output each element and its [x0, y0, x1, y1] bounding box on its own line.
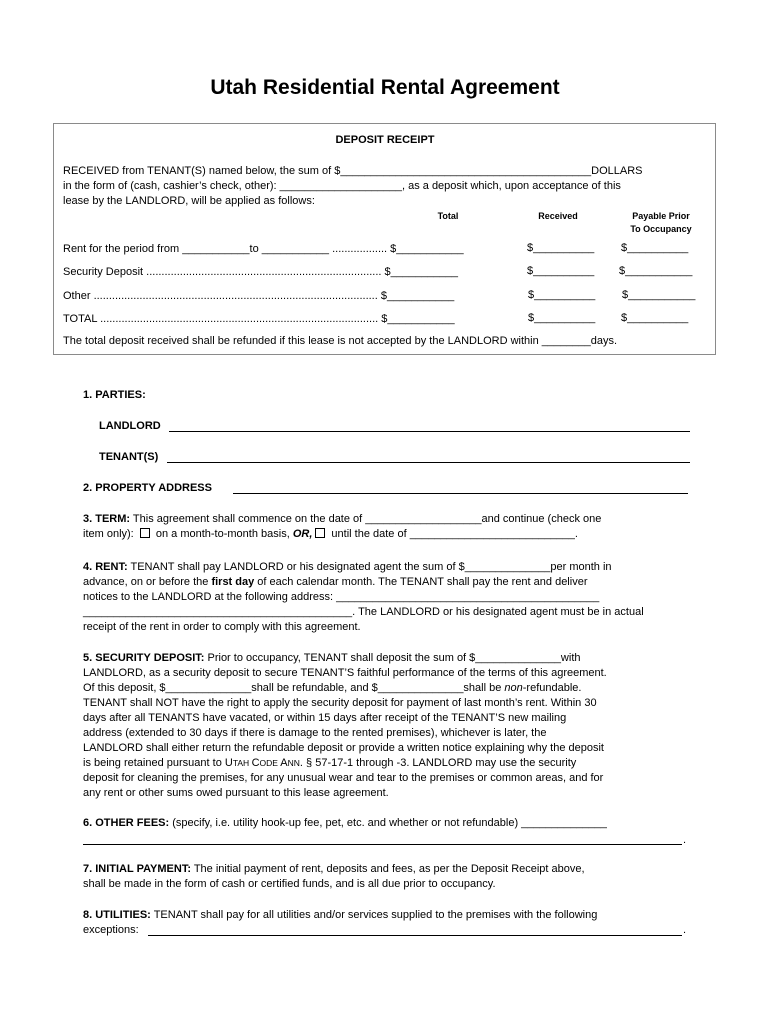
column-header-total: Total	[437, 211, 459, 221]
section-6-line-1	[83, 816, 607, 830]
section-5-non: non	[504, 682, 523, 694]
section-5-line-3	[83, 681, 581, 695]
section-7-line-2: shall be made in the form of cash or certified funds, and is all due prior to occupancy.	[83, 878, 496, 890]
section-5-line-6: address (extended to 30 days if there is damage to the rented premises), whichever is later, the	[83, 727, 547, 739]
section-4-text-2c: of each calendar month. The TENANT shall pay the rent and deliver	[254, 576, 588, 588]
section-3-or: OR,	[292, 528, 313, 540]
receipt-row-security-received: $__________	[527, 265, 595, 277]
section-5-line-5: days after all TENANTS have vacated, or within 15 days after receipt of the TENANT’S new mailing	[83, 712, 567, 724]
section-6-text-1: (specify, i.e. utility hook-up fee, pet, etc. and whether or not refundable) ______________	[169, 817, 607, 829]
section-3-line-1	[83, 512, 601, 526]
section-2-title: 2. PROPERTY ADDRESS	[83, 482, 212, 494]
utah-code-u: U	[224, 757, 233, 769]
receipt-row-rent-received: $__________	[527, 242, 595, 254]
tenants-line	[167, 462, 690, 463]
receipt-row-total: TOTAL ........................................................................................... $___________	[63, 313, 455, 325]
utah-code-a: A	[280, 757, 288, 769]
receipt-line-2: in the form of (cash, cashier’s check, other): ____________________, as a deposit which, upon acceptance of this	[63, 180, 621, 192]
section-4-line-1	[83, 560, 612, 574]
section-3-title: 3. TERM:	[83, 513, 131, 525]
section-8-line-2: exceptions:	[83, 924, 139, 936]
receipt-row-rent: Rent for the period from ___________to ___________ .................. $___________	[63, 243, 464, 255]
section-5-text-8h: . § 57-17-1 through -3. LANDLORD may use the security	[299, 757, 577, 769]
receipt-row-other-received: $__________	[528, 289, 596, 301]
receipt-row-other: Other ............................................................................................. $___________	[63, 290, 455, 302]
section-4-line-4: ____________________________________________. The LANDLORD or his designated agent must be in actual	[83, 606, 644, 618]
receipt-row-security-payable: $___________	[619, 265, 693, 277]
section-3-text-2a: item only):	[83, 528, 137, 540]
section-5-title: 5. SECURITY DEPOSIT:	[83, 652, 205, 664]
section-6-title: 6. OTHER FEES:	[83, 817, 170, 829]
receipt-refund-note: The total deposit received shall be refunded if this lease is not accepted by the LANDLORD within ________days.	[63, 335, 617, 347]
section-8-text-1: TENANT shall pay for all utilities and/or services supplied to the premises with the following	[150, 909, 598, 921]
section-5-text-3c: -refundable.	[522, 682, 582, 694]
section-5-text-3a: Of this deposit, $______________shall be refundable, and $______________shall be	[83, 682, 505, 694]
section-5-line-8	[83, 756, 576, 770]
document-title: Utah Residential Rental Agreement	[210, 76, 560, 99]
section-4-first-day: first day	[211, 576, 255, 588]
receipt-row-security: Security Deposit ............................................................................. $___________	[63, 266, 458, 278]
section-5-line-2: LANDLORD, as a security deposit to secure TENANT’S faithful performance of the terms of this agreement.	[83, 667, 607, 679]
section-3-text-1: This agreement shall commence on the date of ___________________and continue (check one	[130, 513, 602, 525]
section-6-end: .	[683, 834, 687, 846]
landlord-label: LANDLORD	[99, 420, 161, 432]
tenants-label: TENANT(S)	[99, 451, 159, 463]
deposit-receipt-heading: DEPOSIT RECEIPT	[335, 134, 435, 146]
column-header-received: Received	[538, 211, 578, 221]
receipt-row-other-payable: $___________	[622, 289, 696, 301]
section-8-line-1	[83, 908, 597, 922]
section-6-line-2-underline	[83, 844, 682, 845]
section-4-line-3: notices to the LANDLORD at the following address: ___________________________________________	[83, 591, 600, 603]
utah-code-nn: NN	[287, 758, 300, 768]
section-4-line-5: receipt of the rent in order to comply with this agreement.	[83, 621, 361, 633]
receipt-line-1: RECEIVED from TENANT(S) named below, the sum of $_________________________________________DOLLARS	[63, 165, 643, 177]
column-header-payable: Payable Prior	[632, 211, 690, 221]
section-4-text-2a: advance, on or before the	[83, 576, 212, 588]
section-5-line-7: LANDLORD shall either return the refundable deposit or provide a written notice explaining why the deposit	[83, 742, 604, 754]
month-to-month-checkbox[interactable]	[140, 528, 150, 538]
section-3-line-2	[83, 527, 578, 541]
section-3-text-2c: until the date of ___________________________.	[328, 528, 578, 540]
utah-code-ode: ODE	[259, 758, 281, 768]
section-5-line-4: TENANT shall NOT have the right to apply the security deposit for payment of last month’s rent. Within 30	[83, 697, 597, 709]
section-7-line-1	[83, 862, 585, 876]
section-3-text-2b: on a month-to-month basis,	[152, 528, 293, 540]
section-8-title: 8. UTILITIES:	[83, 909, 151, 921]
section-5-line-1	[83, 651, 581, 665]
utah-code-c: C	[251, 757, 260, 769]
section-4-title: 4. RENT:	[83, 561, 128, 573]
until-date-checkbox[interactable]	[315, 528, 325, 538]
section-7-title: 7. INITIAL PAYMENT:	[83, 863, 191, 875]
receipt-line-3: lease by the LANDLORD, will be applied as follows:	[63, 195, 315, 207]
section-5-text-1: Prior to occupancy, TENANT shall deposit the sum of $______________with	[204, 652, 581, 664]
landlord-line	[169, 431, 690, 432]
section-8-end: .	[683, 924, 687, 936]
receipt-row-rent-payable: $__________	[621, 242, 689, 254]
section-5-line-10: any rent or other sums owed pursuant to this lease agreement.	[83, 787, 389, 799]
section-7-text-1: The initial payment of rent, deposits and fees, as per the Deposit Receipt above,	[190, 863, 585, 875]
column-header-payable-2: To Occupancy	[630, 224, 692, 234]
exceptions-line	[148, 935, 682, 936]
section-5-text-8a: is being retained pursuant to	[83, 757, 225, 769]
utah-code-tah: TAH	[232, 758, 252, 768]
section-1-title: 1. PARTIES:	[83, 389, 146, 401]
property-address-line	[233, 493, 688, 494]
section-4-text-1: TENANT shall pay LANDLORD or his designated agent the sum of $______________per month in	[127, 561, 612, 573]
section-5-line-9: deposit for cleaning the premises, for any unusual wear and tear to the premises or common areas, and for	[83, 772, 604, 784]
section-4-line-2	[83, 575, 587, 589]
receipt-row-total-received: $__________	[528, 312, 596, 324]
receipt-row-total-payable: $__________	[621, 312, 689, 324]
